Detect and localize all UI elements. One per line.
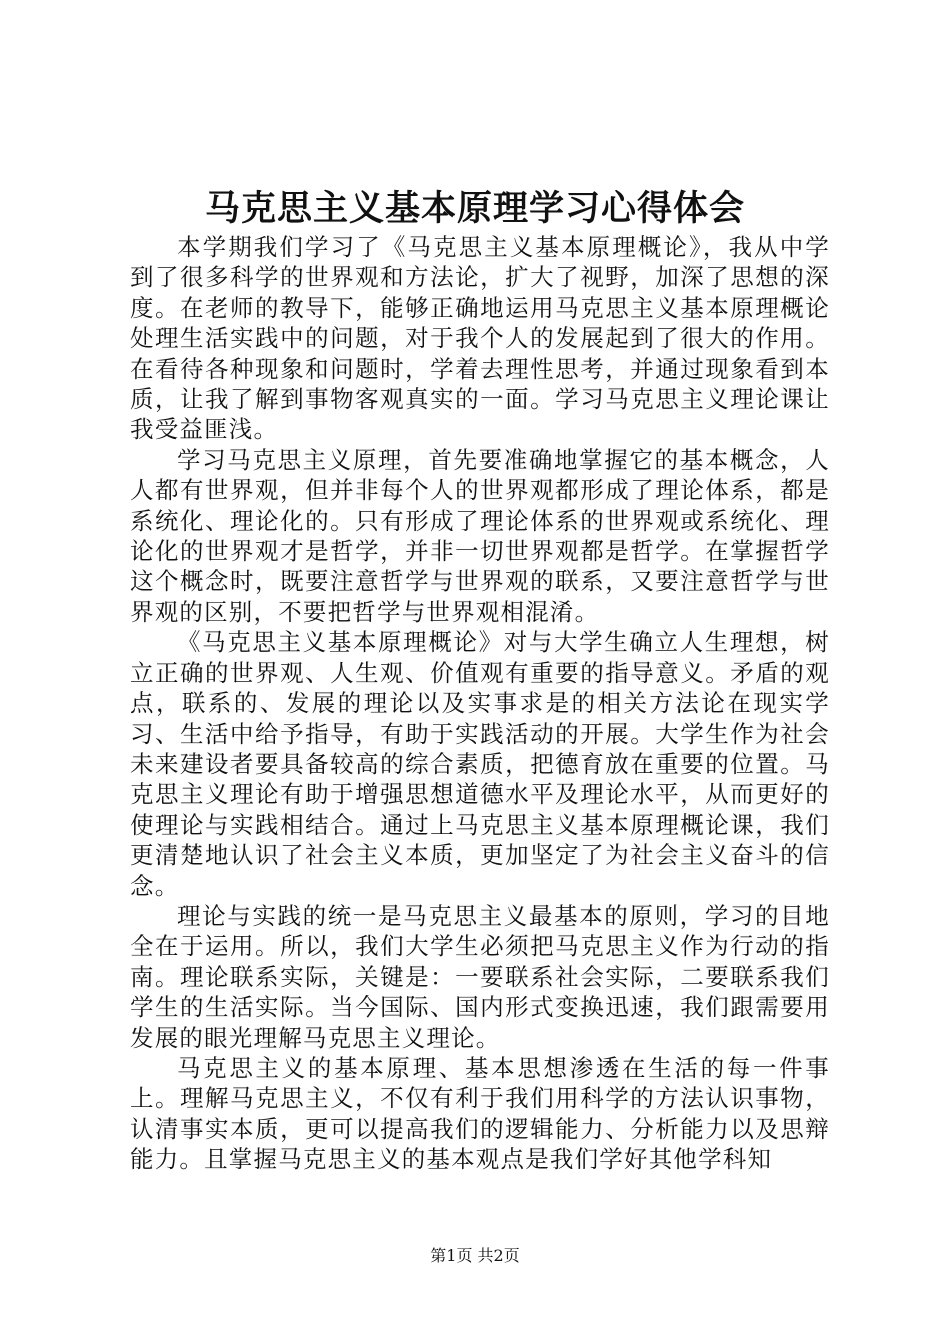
paragraph-2: 学习马克思主义原理，首先要准确地掌握它的基本概念，人人都有世界观，但并非每个人的世界观都形成了理论体系，都是系统化、理论化的。只有形成了理论体系的世界观或系统化、理论化的世界观才是哲学，并非一切世界观都是哲学。在掌握哲学这个概念时，既要注意哲学与世界观的联系，又要注意哲学与世界观的区别，不要把哲学与世界观相混淆。 [130,445,830,626]
paragraph-4: 理论与实践的统一是马克思主义最基本的原则，学习的目地全在于运用。所以，我们大学生必须把马克思主义作为行动的指南。理论联系实际，关键是：一要联系社会实际，二要联系我们学生的生活实际。当今国际、国内形式变换迅速，我们跟需要用发展的眼光理解马克思主义理论。 [130,901,830,1052]
paragraph-1: 本学期我们学习了《马克思主义基本原理概论》，我从中学到了很多科学的世界观和方法论，扩大了视野，加深了思想的深度。在老师的教导下，能够正确地运用马克思主义基本原理概论处理生活实践中的问题，对于我个人的发展起到了很大的作用。在看待各种现象和问题时，学着去理性思考，并通过现象看到本质，让我了解到事物客观真实的一面。学习马克思主义理论课让我受益匪浅。 [130,233,830,444]
paragraph-3: 《马克思主义基本原理概论》对与大学生确立人生理想，树立正确的世界观、人生观、价值观有重要的指导意义。矛盾的观点，联系的、发展的理论以及实事求是的相关方法论在现实学习、生活中给予指导，有助于实践活动的开展。大学生作为社会未来建设者要具备较高的综合素质，把德育放在重要的位置。马克思主义理论有助于增强思想道德水平及理论水平，从而更好的使理论与实践相结合。通过上马克思主义基本原理概论课，我们更清楚地认识了社会主义本质，更加坚定了为社会主义奋斗的信念。 [130,628,830,900]
document-title: 马克思主义基本原理学习心得体会 [204,188,745,229]
page-footer: 第1页 共2页 [430,1246,520,1265]
paragraph-5: 马克思主义的基本原理、基本思想渗透在生活的每一件事上。理解马克思主义，不仅有利于我们用科学的方法认识事物，认清事实本质，更可以提高我们的逻辑能力、分析能力以及思辩能力。且掌握马克思主义的基本观点是我们学好其他学科知 [130,1053,830,1174]
document-body [130,232,830,1175]
